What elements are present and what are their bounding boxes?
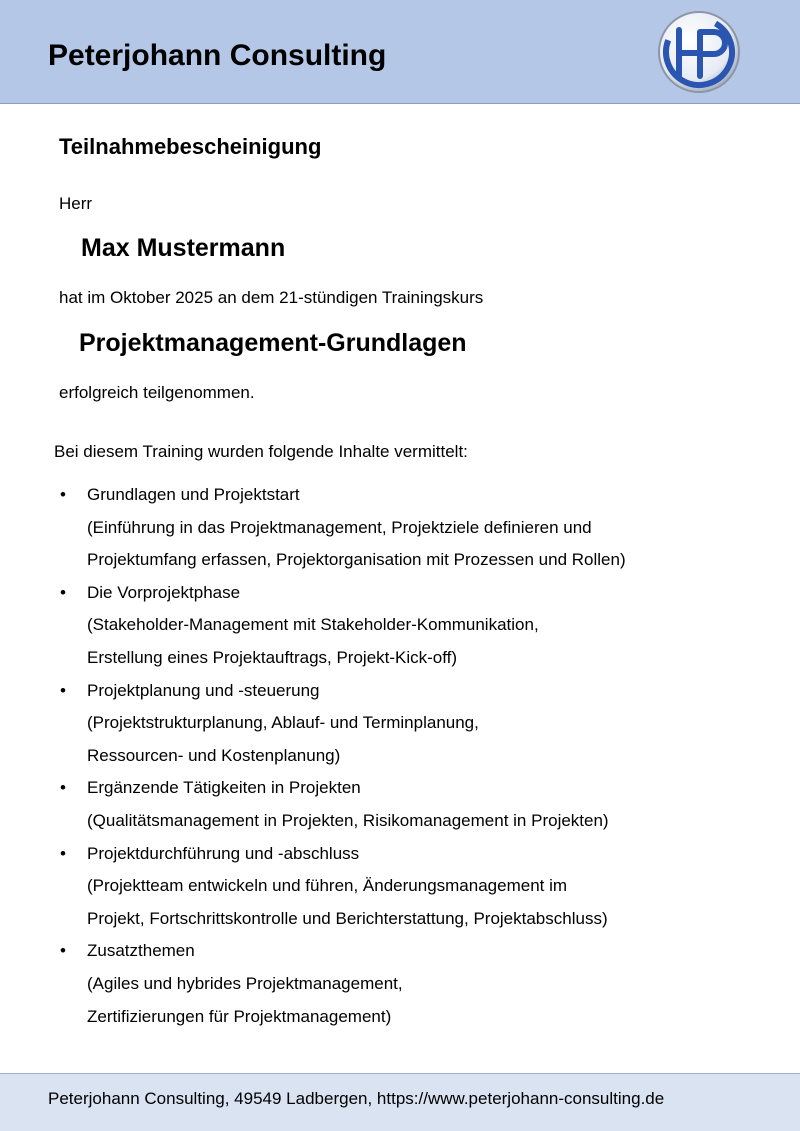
footer-address: Peterjohann Consulting, 49549 Ladbergen, https://www.peterjohann-consulting.de <box>48 1089 665 1108</box>
topic-detail: (Projektteam entwickeln und führen, Änderungsmanagement im <box>87 876 568 896</box>
list-item <box>55 935 755 1033</box>
list-item <box>55 772 755 837</box>
topic-title: Grundlagen und Projektstart <box>87 485 300 504</box>
bullet-icon: • <box>60 582 66 602</box>
certificate-title: Teilnahmebescheinigung <box>59 134 322 159</box>
intro-text: hat im Oktober 2025 an dem 21-stündigen Trainingskurs <box>59 288 484 307</box>
topic-title: Ergänzende Tätigkeiten in Projekten <box>87 778 361 798</box>
topic-detail: Zertifizierungen für Projektmanagement) <box>87 1006 392 1026</box>
participant-name: Max Mustermann <box>81 234 286 262</box>
topic-detail: (Agiles und hybrides Projektmanagement, <box>87 973 403 993</box>
company-name: Peterjohann Consulting <box>48 39 387 72</box>
topic-title: Zusatzthemen <box>87 941 195 961</box>
bullet-icon: • <box>60 778 66 798</box>
topic-detail: Projekt, Fortschrittskontrolle und Berichterstattung, Projektabschluss) <box>87 908 608 928</box>
topic-detail: Ressourcen- und Kostenplanung) <box>87 745 341 765</box>
topic-detail: Projektumfang erfassen, Projektorganisation mit Prozessen und Rollen) <box>87 550 626 570</box>
topic-detail: (Qualitätsmanagement in Projekten, Risikomanagement in Projekten) <box>87 810 609 830</box>
list-item <box>55 675 755 773</box>
topic-detail: Erstellung eines Projektauftrags, Projekt-Kick-off) <box>87 647 458 667</box>
topic-detail: (Stakeholder-Management mit Stakeholder-Kommunikation, <box>87 615 539 635</box>
bullet-icon: • <box>60 843 66 863</box>
course-name: Projektmanagement-Grundlagen <box>79 329 467 357</box>
topic-list <box>55 479 755 1033</box>
hp-monogram-logo-icon <box>656 10 742 94</box>
list-item <box>55 838 755 936</box>
list-item <box>55 577 755 675</box>
topic-title: Projektdurchführung und -abschluss <box>87 843 360 863</box>
topic-detail: (Einführung in das Projektmanagement, Projektziele definieren und <box>87 517 592 537</box>
list-item <box>55 479 755 577</box>
contents-intro: Bei diesem Training wurden folgende Inhalte vermittelt: <box>54 442 468 461</box>
topic-title: Projektplanung und -steuerung <box>87 680 320 700</box>
topic-detail: (Projektstrukturplanung, Ablauf- und Terminplanung, <box>87 713 479 733</box>
topic-title: Die Vorprojektphase <box>87 582 241 602</box>
bullet-icon: • <box>60 485 66 504</box>
page-header <box>0 0 800 104</box>
bullet-icon: • <box>60 680 66 700</box>
bullet-icon: • <box>60 941 66 961</box>
salutation: Herr <box>59 194 93 213</box>
completion-text: erfolgreich teilgenommen. <box>59 383 255 402</box>
page-footer <box>0 1073 800 1131</box>
